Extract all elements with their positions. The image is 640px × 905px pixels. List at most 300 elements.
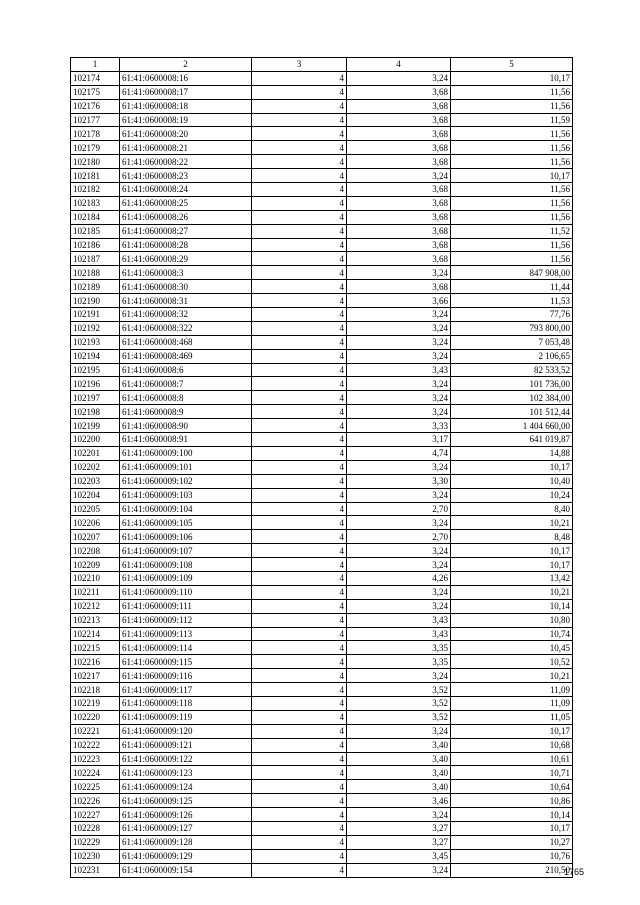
cell-col-1: 102185 [71, 224, 120, 238]
cell-col-1: 102204 [71, 488, 120, 502]
cell-col-3: 4 [252, 710, 347, 724]
table-row [71, 349, 573, 363]
cell-col-1: 102226 [71, 794, 120, 808]
cell-col-1: 102189 [71, 280, 120, 294]
cell-col-1: 102200 [71, 433, 120, 447]
cell-col-5: 10,21 [451, 585, 573, 599]
cell-col-1: 102225 [71, 780, 120, 794]
cell-col-4: 3,24 [347, 808, 451, 822]
table-row [71, 724, 573, 738]
cell-col-5: 10,64 [451, 780, 573, 794]
cell-col-4: 3,40 [347, 738, 451, 752]
column-header-3: 3 [252, 58, 347, 72]
cell-col-5: 101 736,00 [451, 377, 573, 391]
cell-col-2: 61:41:0600009:123 [120, 766, 252, 780]
cell-col-1: 102199 [71, 419, 120, 433]
cell-col-5: 77,76 [451, 308, 573, 322]
cell-col-1: 102218 [71, 683, 120, 697]
cell-col-2: 61:41:0600008:18 [120, 99, 252, 113]
cell-col-4: 3,24 [347, 544, 451, 558]
cell-col-3: 4 [252, 71, 347, 85]
cell-col-5: 10,17 [451, 544, 573, 558]
cell-col-3: 4 [252, 655, 347, 669]
table-row [71, 238, 573, 252]
cell-col-5: 11,05 [451, 710, 573, 724]
cell-col-4: 3,24 [347, 377, 451, 391]
table-row [71, 266, 573, 280]
cell-col-2: 61:41:0600008:27 [120, 224, 252, 238]
cell-col-3: 4 [252, 266, 347, 280]
cell-col-2: 61:41:0600008:91 [120, 433, 252, 447]
table-row [71, 280, 573, 294]
cell-col-2: 61:41:0600009:120 [120, 724, 252, 738]
cell-col-1: 102194 [71, 349, 120, 363]
cell-col-5: 793 800,00 [451, 321, 573, 335]
cell-col-1: 102223 [71, 752, 120, 766]
cell-col-5: 8,48 [451, 530, 573, 544]
cell-col-2: 61:41:0600008:24 [120, 183, 252, 197]
cell-col-2: 61:41:0600009:109 [120, 571, 252, 585]
cell-col-5: 10,74 [451, 627, 573, 641]
cell-col-4: 3,24 [347, 863, 451, 877]
column-header-2: 2 [120, 58, 252, 72]
cell-col-2: 61:41:0600009:112 [120, 613, 252, 627]
cell-col-4: 3,68 [347, 224, 451, 238]
cell-col-4: 3,24 [347, 391, 451, 405]
table-row [71, 752, 573, 766]
cell-col-3: 4 [252, 627, 347, 641]
cell-col-2: 61:41:0600009:101 [120, 460, 252, 474]
cell-col-1: 102177 [71, 113, 120, 127]
cell-col-3: 4 [252, 696, 347, 710]
cell-col-2: 61:41:0600008:22 [120, 155, 252, 169]
cell-col-1: 102188 [71, 266, 120, 280]
cell-col-2: 61:41:0600008:31 [120, 294, 252, 308]
cell-col-3: 4 [252, 724, 347, 738]
cell-col-1: 102207 [71, 530, 120, 544]
cell-col-5: 101 512,44 [451, 405, 573, 419]
cell-col-4: 3,52 [347, 683, 451, 697]
cell-col-2: 61:41:0600009:121 [120, 738, 252, 752]
cell-col-4: 3,68 [347, 85, 451, 99]
cell-col-1: 102175 [71, 85, 120, 99]
cell-col-5: 1 404 660,00 [451, 419, 573, 433]
cell-col-2: 61:41:0600008:20 [120, 127, 252, 141]
table-row [71, 321, 573, 335]
cell-col-4: 3,68 [347, 113, 451, 127]
table-row [71, 863, 573, 877]
cell-col-4: 3,68 [347, 141, 451, 155]
cell-col-1: 102210 [71, 571, 120, 585]
cell-col-2: 61:41:0600008:26 [120, 210, 252, 224]
table-row [71, 835, 573, 849]
cell-col-5: 210,50 [451, 863, 573, 877]
cell-col-1: 102187 [71, 252, 120, 266]
cell-col-3: 4 [252, 683, 347, 697]
cell-col-5: 14,88 [451, 446, 573, 460]
cell-col-3: 4 [252, 488, 347, 502]
cell-col-1: 102197 [71, 391, 120, 405]
table-row [71, 127, 573, 141]
cell-col-1: 102208 [71, 544, 120, 558]
cell-col-4: 3,43 [347, 627, 451, 641]
cell-col-1: 102198 [71, 405, 120, 419]
cell-col-1: 102222 [71, 738, 120, 752]
table-row [71, 585, 573, 599]
cell-col-4: 3,45 [347, 849, 451, 863]
cell-col-3: 4 [252, 335, 347, 349]
cell-col-2: 61:41:0600009:107 [120, 544, 252, 558]
cell-col-5: 10,24 [451, 488, 573, 502]
cell-col-3: 4 [252, 794, 347, 808]
cell-col-5: 11,44 [451, 280, 573, 294]
cell-col-3: 4 [252, 849, 347, 863]
cell-col-4: 4,26 [347, 571, 451, 585]
table-row [71, 419, 573, 433]
cell-col-5: 10,52 [451, 655, 573, 669]
cell-col-5: 10,45 [451, 641, 573, 655]
cell-col-3: 4 [252, 127, 347, 141]
cell-col-3: 4 [252, 183, 347, 197]
cell-col-4: 3,24 [347, 585, 451, 599]
cell-col-1: 102224 [71, 766, 120, 780]
cell-col-5: 10,76 [451, 849, 573, 863]
cell-col-5: 82 533,52 [451, 363, 573, 377]
table-row [71, 460, 573, 474]
cell-col-3: 4 [252, 419, 347, 433]
cell-col-2: 61:41:0600009:116 [120, 669, 252, 683]
cell-col-3: 4 [252, 808, 347, 822]
cell-col-2: 61:41:0600008:29 [120, 252, 252, 266]
table-row [71, 99, 573, 113]
cell-col-5: 11,52 [451, 224, 573, 238]
cell-col-1: 102205 [71, 502, 120, 516]
cell-col-4: 3,24 [347, 71, 451, 85]
cell-col-5: 10,68 [451, 738, 573, 752]
cell-col-5: 11,09 [451, 683, 573, 697]
cell-col-2: 61:41:0600008:7 [120, 377, 252, 391]
table-row [71, 294, 573, 308]
cell-col-1: 102219 [71, 696, 120, 710]
cell-col-1: 102221 [71, 724, 120, 738]
table-row [71, 252, 573, 266]
cell-col-2: 61:41:0600009:119 [120, 710, 252, 724]
cell-col-2: 61:41:0600009:111 [120, 599, 252, 613]
cell-col-4: 3,24 [347, 599, 451, 613]
cell-col-4: 3,24 [347, 349, 451, 363]
table-row [71, 224, 573, 238]
header-row [71, 58, 573, 72]
cell-col-3: 4 [252, 363, 347, 377]
cell-col-3: 4 [252, 113, 347, 127]
cell-col-2: 61:41:0600008:3 [120, 266, 252, 280]
cell-col-1: 102183 [71, 196, 120, 210]
table-row [71, 446, 573, 460]
cell-col-2: 61:41:0600009:118 [120, 696, 252, 710]
table-row [71, 502, 573, 516]
cell-col-4: 3,24 [347, 321, 451, 335]
cell-col-3: 4 [252, 280, 347, 294]
table-row [71, 530, 573, 544]
cell-col-3: 4 [252, 196, 347, 210]
cell-col-5: 10,17 [451, 169, 573, 183]
cell-col-2: 61:41:0600009:126 [120, 808, 252, 822]
cell-col-3: 4 [252, 530, 347, 544]
cell-col-4: 3,68 [347, 183, 451, 197]
cell-col-5: 10,17 [451, 821, 573, 835]
cell-col-5: 7 053,48 [451, 335, 573, 349]
table-row [71, 141, 573, 155]
cell-col-4: 3,24 [347, 460, 451, 474]
cell-col-4: 4,74 [347, 446, 451, 460]
table-row [71, 655, 573, 669]
cell-col-2: 61:41:0600009:110 [120, 585, 252, 599]
cell-col-5: 11,53 [451, 294, 573, 308]
cell-col-1: 102190 [71, 294, 120, 308]
cell-col-5: 102 384,00 [451, 391, 573, 405]
cell-col-3: 4 [252, 433, 347, 447]
cell-col-5: 10,14 [451, 599, 573, 613]
cell-col-2: 61:41:0600008:23 [120, 169, 252, 183]
cell-col-2: 61:41:0600009:103 [120, 488, 252, 502]
cell-col-4: 3,68 [347, 252, 451, 266]
cell-col-2: 61:41:0600009:122 [120, 752, 252, 766]
cell-col-1: 102212 [71, 599, 120, 613]
cell-col-4: 3,17 [347, 433, 451, 447]
cell-col-5: 10,17 [451, 71, 573, 85]
cell-col-4: 2,70 [347, 530, 451, 544]
column-header-5: 5 [451, 58, 573, 72]
cell-col-3: 4 [252, 821, 347, 835]
cell-col-1: 102229 [71, 835, 120, 849]
cell-col-4: 3,24 [347, 488, 451, 502]
cell-col-5: 10,86 [451, 794, 573, 808]
cell-col-4: 3,52 [347, 710, 451, 724]
cell-col-4: 3,52 [347, 696, 451, 710]
cell-col-2: 61:41:0600009:102 [120, 474, 252, 488]
cell-col-2: 61:41:0600009:125 [120, 794, 252, 808]
cell-col-2: 61:41:0600009:129 [120, 849, 252, 863]
data-table [70, 57, 573, 878]
cell-col-3: 4 [252, 321, 347, 335]
cell-col-4: 3,27 [347, 821, 451, 835]
cell-col-1: 102206 [71, 516, 120, 530]
table-row [71, 808, 573, 822]
cell-col-2: 61:41:0600008:19 [120, 113, 252, 127]
table-row [71, 738, 573, 752]
cell-col-5: 11,56 [451, 99, 573, 113]
table-row [71, 363, 573, 377]
cell-col-5: 10,27 [451, 835, 573, 849]
cell-col-3: 4 [252, 155, 347, 169]
table-row [71, 377, 573, 391]
cell-col-4: 3,24 [347, 516, 451, 530]
cell-col-3: 4 [252, 669, 347, 683]
cell-col-1: 102220 [71, 710, 120, 724]
cell-col-1: 102181 [71, 169, 120, 183]
cell-col-5: 10,40 [451, 474, 573, 488]
table-row [71, 766, 573, 780]
cell-col-3: 4 [252, 460, 347, 474]
table-row [71, 405, 573, 419]
cell-col-2: 61:41:0600009:113 [120, 627, 252, 641]
cell-col-1: 102193 [71, 335, 120, 349]
cell-col-4: 3,24 [347, 169, 451, 183]
cell-col-1: 102228 [71, 821, 120, 835]
cell-col-3: 4 [252, 474, 347, 488]
cell-col-1: 102176 [71, 99, 120, 113]
cell-col-1: 102213 [71, 613, 120, 627]
cell-col-4: 3,24 [347, 558, 451, 572]
cell-col-5: 11,59 [451, 113, 573, 127]
cell-col-5: 11,56 [451, 155, 573, 169]
cell-col-1: 102211 [71, 585, 120, 599]
cell-col-2: 61:41:0600008:21 [120, 141, 252, 155]
cell-col-5: 11,09 [451, 696, 573, 710]
cell-col-5: 13,42 [451, 571, 573, 585]
cell-col-2: 61:41:0600008:17 [120, 85, 252, 99]
cell-col-4: 3,68 [347, 155, 451, 169]
cell-col-1: 102192 [71, 321, 120, 335]
cell-col-2: 61:41:0600008:6 [120, 363, 252, 377]
table-row [71, 196, 573, 210]
cell-col-5: 10,21 [451, 669, 573, 683]
cell-col-2: 61:41:0600008:468 [120, 335, 252, 349]
cell-col-4: 3,68 [347, 280, 451, 294]
table-row [71, 780, 573, 794]
cell-col-3: 4 [252, 210, 347, 224]
cell-col-1: 102217 [71, 669, 120, 683]
page-number: 1765 [564, 867, 585, 877]
cell-col-2: 61:41:0600008:32 [120, 308, 252, 322]
cell-col-3: 4 [252, 835, 347, 849]
table-row [71, 794, 573, 808]
cell-col-5: 11,56 [451, 196, 573, 210]
cell-col-2: 61:41:0600008:30 [120, 280, 252, 294]
table-row [71, 169, 573, 183]
cell-col-3: 4 [252, 599, 347, 613]
table-row [71, 155, 573, 169]
table-row [71, 183, 573, 197]
table-row [71, 849, 573, 863]
cell-col-5: 8,40 [451, 502, 573, 516]
cell-col-2: 61:41:0600009:114 [120, 641, 252, 655]
column-header-1: 1 [71, 58, 120, 72]
cell-col-1: 102174 [71, 71, 120, 85]
table-row [71, 433, 573, 447]
table-row [71, 627, 573, 641]
cell-col-3: 4 [252, 585, 347, 599]
cell-col-4: 3,40 [347, 780, 451, 794]
cell-col-4: 3,68 [347, 196, 451, 210]
cell-col-2: 61:41:0600009:128 [120, 835, 252, 849]
cell-col-4: 3,24 [347, 724, 451, 738]
cell-col-5: 10,71 [451, 766, 573, 780]
cell-col-1: 102180 [71, 155, 120, 169]
cell-col-2: 61:41:0600008:8 [120, 391, 252, 405]
cell-col-3: 4 [252, 252, 347, 266]
cell-col-5: 10,61 [451, 752, 573, 766]
table-row [71, 210, 573, 224]
cell-col-1: 102203 [71, 474, 120, 488]
cell-col-1: 102184 [71, 210, 120, 224]
table-row [71, 85, 573, 99]
cell-col-2: 61:41:0600009:108 [120, 558, 252, 572]
cell-col-4: 3,24 [347, 266, 451, 280]
cell-col-4: 3,35 [347, 641, 451, 655]
cell-col-1: 102191 [71, 308, 120, 322]
cell-col-4: 3,68 [347, 210, 451, 224]
cell-col-2: 61:41:0600008:469 [120, 349, 252, 363]
cell-col-3: 4 [252, 308, 347, 322]
table-row [71, 558, 573, 572]
cell-col-1: 102231 [71, 863, 120, 877]
cell-col-3: 4 [252, 571, 347, 585]
cell-col-4: 3,24 [347, 405, 451, 419]
cell-col-2: 61:41:0600008:90 [120, 419, 252, 433]
cell-col-3: 4 [252, 544, 347, 558]
cell-col-2: 61:41:0600009:115 [120, 655, 252, 669]
cell-col-3: 4 [252, 766, 347, 780]
cell-col-2: 61:41:0600009:104 [120, 502, 252, 516]
table-row [71, 599, 573, 613]
cell-col-2: 61:41:0600009:127 [120, 821, 252, 835]
cell-col-3: 4 [252, 391, 347, 405]
cell-col-3: 4 [252, 294, 347, 308]
table-row [71, 669, 573, 683]
cell-col-4: 3,30 [347, 474, 451, 488]
cell-col-4: 3,35 [347, 655, 451, 669]
cell-col-3: 4 [252, 752, 347, 766]
cell-col-2: 61:41:0600009:100 [120, 446, 252, 460]
cell-col-3: 4 [252, 377, 347, 391]
cell-col-3: 4 [252, 85, 347, 99]
cell-col-2: 61:41:0600008:28 [120, 238, 252, 252]
cell-col-5: 2 106,65 [451, 349, 573, 363]
cell-col-3: 4 [252, 502, 347, 516]
cell-col-1: 102196 [71, 377, 120, 391]
cell-col-2: 61:41:0600008:25 [120, 196, 252, 210]
cell-col-4: 3,68 [347, 99, 451, 113]
cell-col-1: 102216 [71, 655, 120, 669]
cell-col-3: 4 [252, 738, 347, 752]
cell-col-1: 102227 [71, 808, 120, 822]
cell-col-1: 102186 [71, 238, 120, 252]
cell-col-3: 4 [252, 446, 347, 460]
cell-col-2: 61:41:0600008:9 [120, 405, 252, 419]
cell-col-5: 641 019,87 [451, 433, 573, 447]
cell-col-3: 4 [252, 863, 347, 877]
cell-col-5: 11,56 [451, 238, 573, 252]
cell-col-5: 10,14 [451, 808, 573, 822]
cell-col-2: 61:41:0600008:322 [120, 321, 252, 335]
table-row [71, 544, 573, 558]
table-row [71, 613, 573, 627]
cell-col-4: 2,70 [347, 502, 451, 516]
cell-col-5: 11,56 [451, 183, 573, 197]
cell-col-5: 11,56 [451, 252, 573, 266]
cell-col-1: 102201 [71, 446, 120, 460]
cell-col-2: 61:41:0600008:16 [120, 71, 252, 85]
cell-col-4: 3,43 [347, 613, 451, 627]
cell-col-4: 3,46 [347, 794, 451, 808]
cell-col-3: 4 [252, 141, 347, 155]
cell-col-4: 3,40 [347, 752, 451, 766]
cell-col-1: 102179 [71, 141, 120, 155]
cell-col-2: 61:41:0600009:106 [120, 530, 252, 544]
table-body [71, 71, 573, 877]
cell-col-5: 10,17 [451, 724, 573, 738]
